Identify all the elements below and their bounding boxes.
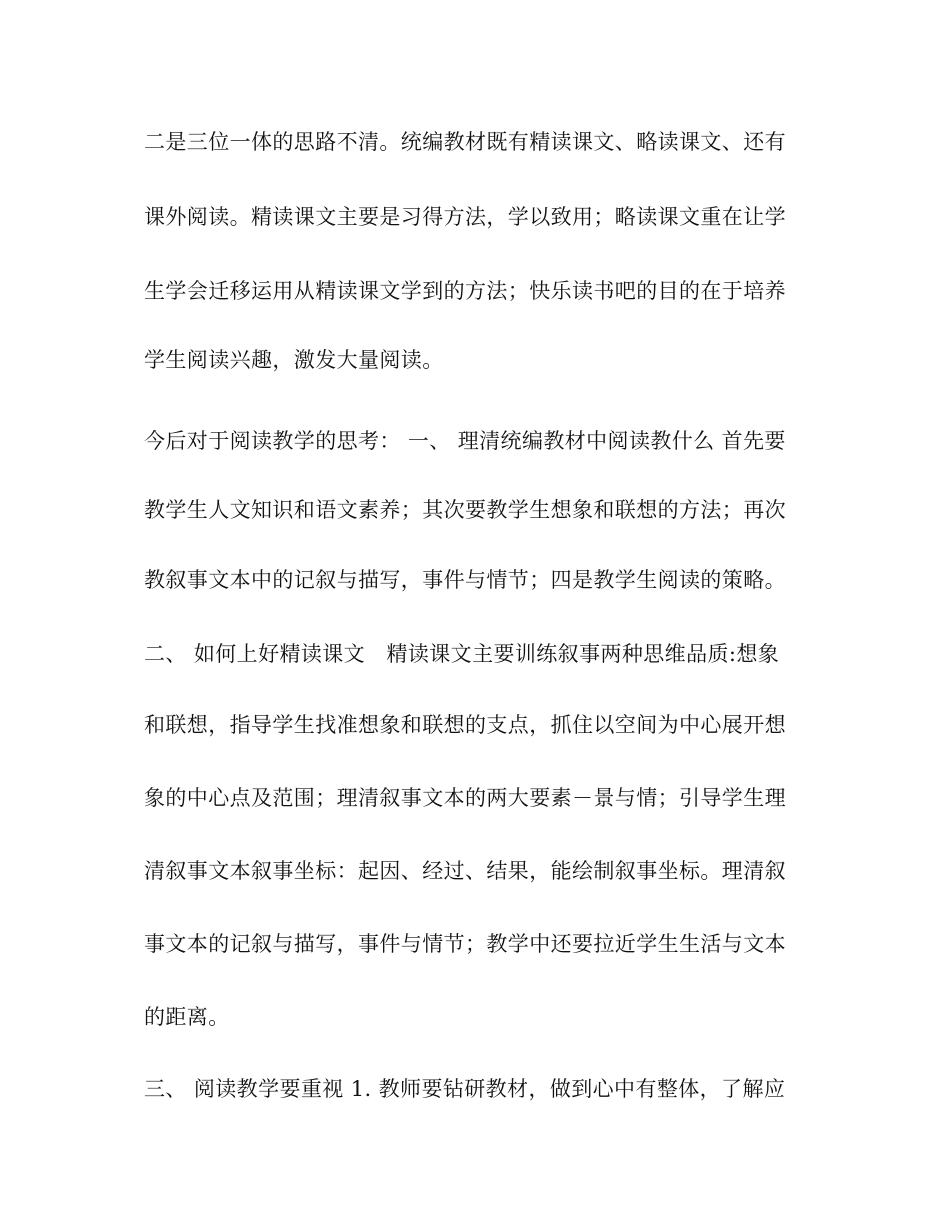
text-line: 清叙事文本叙事坐标：起因、经过、结果，能绘制叙事坐标。理清叙	[144, 859, 786, 883]
text-line: 课外阅读。精读课文主要是习得方法，学以致用；略读课文重在让学	[144, 205, 786, 229]
text-line: 和联想，指导学生找准想象和联想的支点，抓住以空间为中心展开想	[144, 713, 786, 737]
text-line: 二是三位一体的思路不清。统编教材既有精读课文、略读课文、还有	[144, 130, 786, 154]
text-line: 学生阅读兴趣，激发大量阅读。	[144, 348, 444, 372]
text-line: 的距离。	[144, 1005, 230, 1029]
text-line: 二、 如何上好精读课文 精读课文主要训练叙事两种思维品质:想象	[144, 642, 780, 666]
text-line: 今后对于阅读教学的思考： 一、 理清统编教材中阅读教什么 首先要	[144, 429, 786, 453]
text-line: 三、 阅读教学要重视 1. 教师要钻研教材，做到心中有整体，了解应	[144, 1077, 786, 1101]
text-line: 生学会迁移运用从精读课文学到的方法；快乐读书吧的目的在于培养	[144, 279, 786, 303]
text-line: 教叙事文本中的记叙与描写，事件与情节；四是教学生阅读的策略。	[144, 568, 786, 592]
text-line: 教学生人文知识和语文素养；其次要教学生想象和联想的方法；再次	[144, 498, 786, 522]
text-line: 象的中心点及范围；理清叙事文本的两大要素－景与情；引导学生理	[144, 786, 786, 810]
text-line: 事文本的记叙与描写，事件与情节；教学中还要拉近学生生活与文本	[144, 932, 786, 956]
